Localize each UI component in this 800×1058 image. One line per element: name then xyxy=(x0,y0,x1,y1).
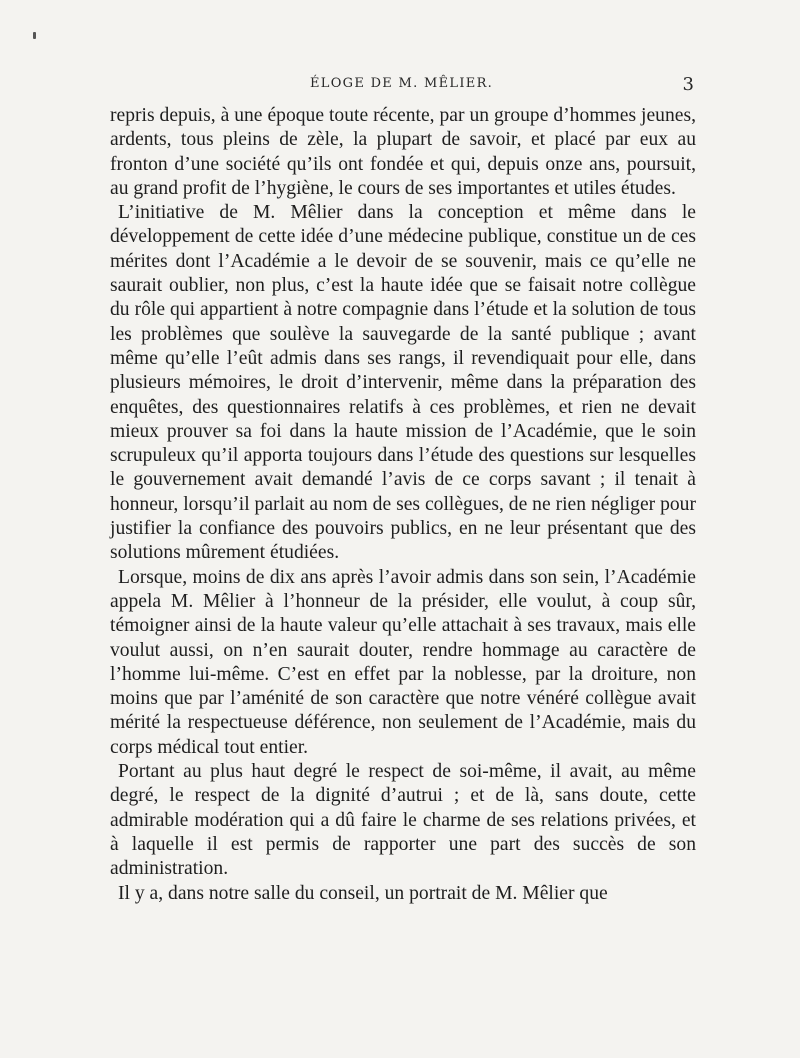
running-title: ÉLOGE DE M. MÊLIER. xyxy=(310,76,494,91)
page-header xyxy=(110,74,696,98)
paragraph-3: Lorsque, moins de dix ans après l’avoir admis dans son sein, l’Académie appela M. Mêlier à l’honneur de la présider, elle voulut, à coup sûr, témoigner ainsi de la haute valeur qu’elle attachait à ses travaux, mais elle voulut aussi, on n’en saurait douter, rendre hommage au caractère de l’homme lui-même. C’est en effet par la noblesse, par la droiture, non moins que par l’aménité de son caractère que notre vénéré collègue avait mérité la respectueuse déférence, non seulement de l’Académie, mais du corps médical tout entier. xyxy=(110,566,696,758)
paragraph-5: Il y a, dans notre salle du conseil, un portrait de M. Mêlier que xyxy=(118,882,608,904)
paragraph-4: Portant au plus haut degré le respect de soi-même, il avait, au même degré, le respect de la dignité d’autrui ; et de là, sans doute, cette admirable modération qui a dû faire le charme de ses relations privées, et à laquelle il est permis de rapporter une part des succès de son administration. xyxy=(110,761,696,880)
page-number: 3 xyxy=(682,74,694,95)
body-text xyxy=(110,104,696,906)
paragraph-1: repris depuis, à une époque toute récente, par un groupe d’hommes jeunes, ardents, tous pleins de zèle, la plupart de savoir, et placé par eux au fronton d’une société qu’ils ont fondée et qui, depuis onze ans, poursuit, au grand profit de l’hygiène, le cours de ses importantes et utiles études. xyxy=(110,105,696,199)
margin-mark xyxy=(33,32,36,39)
paragraph-2: L’initiative de M. Mêlier dans la conception et même dans le développement de cette idée d’une médecine publique, constitue un de ces mérites dont l’Académie a le devoir de se souvenir, mais ce qu’elle ne saurait oublier, non plus, c’est la haute idée que se faisait notre collègue du rôle qui appartient à notre compagnie dans l’étude et la solution de tous les problèmes que soulève la sauvegarde de la santé publique ; avant même qu’elle l’eût admis dans ses rangs, il revendiquait pour elle, dans plusieurs mémoires, le droit d’intervenir, même dans la préparation des enquêtes, des questionnaires relatifs à ces problèmes, et rien ne devait mieux prouver sa foi dans la haute mission de l’Académie, que le soin scrupuleux qu’il apporta toujours dans l’étude des questions sur lesquelles le gouvernement avait demandé l’avis de ce corps savant ; il tenait à honneur, lorsqu’il parlait au nom de ses collègues, de ne rien négliger pour justifier la confiance des pouvoirs publics, en ne leur présentant que des solutions mûrement étudiées. xyxy=(110,202,696,564)
